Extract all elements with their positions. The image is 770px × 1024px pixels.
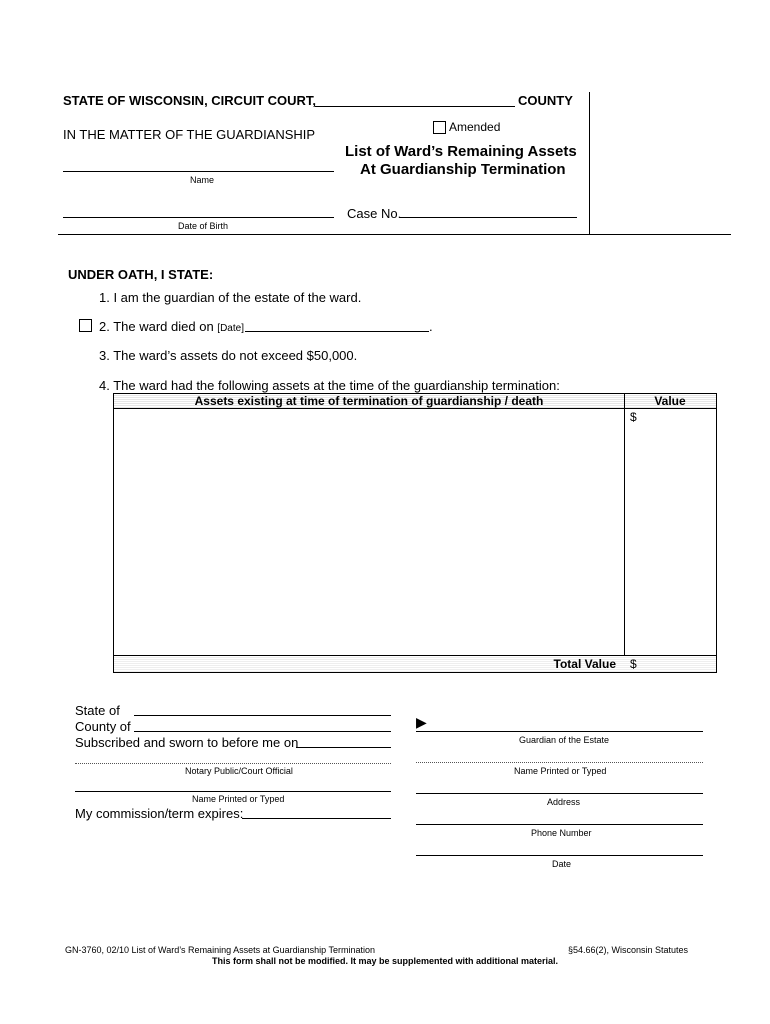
form-title-line1: List of Ward’s Remaining Assets: [345, 143, 577, 160]
amended-checkbox[interactable]: [433, 121, 446, 134]
dob-caption: Date of Birth: [178, 221, 229, 231]
signature-arrow-icon: ▶: [416, 714, 427, 730]
court-label: STATE OF WISCONSIN, CIRCUIT COURT,: [63, 93, 317, 108]
caption-bottom-rule: [58, 234, 731, 235]
total-currency[interactable]: $: [630, 657, 637, 671]
commission-label: My commission/term expires:: [75, 806, 244, 821]
oath-item-1: 1. I am the guardian of the estate of the ward.: [99, 290, 362, 305]
assets-entry-area[interactable]: [114, 409, 624, 655]
death-date-field[interactable]: [245, 331, 429, 332]
ward-died-checkbox[interactable]: [79, 319, 92, 332]
guardian-name-field[interactable]: [416, 762, 703, 763]
ward-name-field[interactable]: [63, 171, 334, 172]
date-caption: Date: [552, 859, 572, 869]
guardian-name-caption: Name Printed or Typed: [514, 766, 607, 776]
oath-item-2: [99, 319, 244, 334]
oath-heading: UNDER OATH, I STATE:: [68, 267, 214, 282]
notary-official-caption: Notary Public/Court Official: [185, 766, 293, 776]
assets-table: [113, 393, 717, 673]
notary-name-caption: Name Printed or Typed: [192, 794, 285, 804]
date-field[interactable]: [416, 855, 703, 856]
notary-signature-line[interactable]: [75, 763, 391, 764]
county-of-field[interactable]: [134, 731, 391, 732]
phone-field[interactable]: [416, 824, 703, 825]
form-id: GN-3760, 02/10 List of Ward’s Remaining Assets at Guardianship Termination: [65, 945, 375, 955]
oath-item-2-text: 2. The ward died on: [99, 319, 214, 334]
county-of-label: County of: [75, 719, 131, 734]
amended-label: Amended: [449, 120, 501, 134]
case-no-label: Case No.: [347, 206, 402, 221]
address-field[interactable]: [416, 793, 703, 794]
form-title-line2: At Guardianship Termination: [360, 161, 566, 178]
total-value-label: Total Value: [553, 657, 616, 671]
state-of-field[interactable]: [134, 715, 391, 716]
statute-reference: §54.66(2), Wisconsin Statutes: [568, 945, 689, 955]
oath-item-2-period: .: [429, 319, 433, 334]
county-name-field[interactable]: [315, 106, 515, 107]
commission-expiry-field[interactable]: [242, 818, 391, 819]
county-label: COUNTY: [518, 93, 573, 108]
case-no-field[interactable]: [400, 217, 577, 218]
sworn-label: Subscribed and sworn to before me on: [75, 735, 299, 750]
oath-item-3: 3. The ward’s assets do not exceed $50,000.: [99, 348, 358, 363]
caption-divider: [589, 92, 590, 234]
oath-item-4: 4. The ward had the following assets at the time of the guardianship termination:: [99, 378, 560, 393]
date-hint: [Date]: [217, 323, 244, 334]
guardian-signature-field[interactable]: [416, 731, 703, 732]
phone-caption: Phone Number: [531, 828, 592, 838]
footer-notice: This form shall not be modified. It may be supplemented with additional material.: [211, 956, 559, 966]
col-assets-header: Assets existing at time of termination of guardianship / death: [194, 394, 544, 408]
guardian-caption: Guardian of the Estate: [519, 735, 610, 745]
sworn-date-field[interactable]: [296, 747, 391, 748]
matter-label: IN THE MATTER OF THE GUARDIANSHIP: [63, 127, 316, 142]
col-value-header: Value: [654, 394, 686, 408]
values-entry-area[interactable]: [625, 409, 716, 655]
address-caption: Address: [547, 797, 581, 807]
date-of-birth-field[interactable]: [63, 217, 334, 218]
notary-name-field[interactable]: [75, 791, 391, 792]
name-caption: Name: [190, 175, 215, 185]
state-of-label: State of: [75, 703, 120, 718]
value-currency: $: [630, 410, 637, 424]
